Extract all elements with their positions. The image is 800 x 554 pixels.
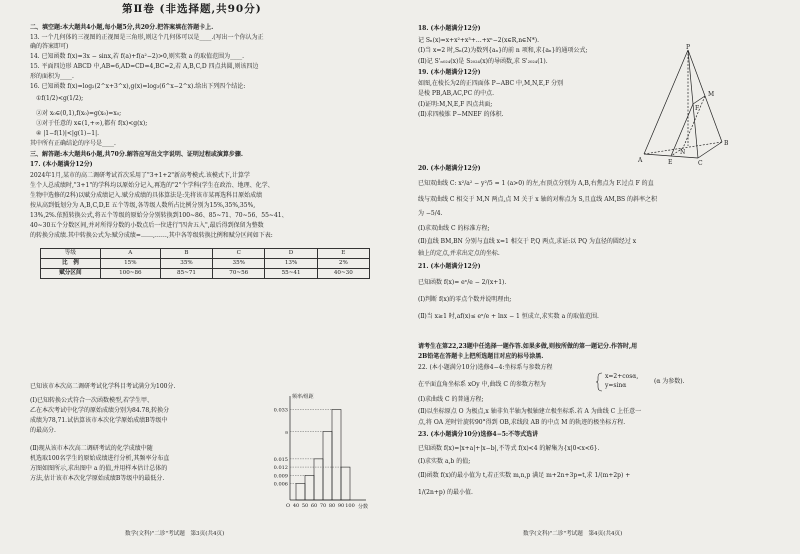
q23-part2-2: 1/(2n+p) 的最小值.	[418, 489, 473, 496]
x-tick-label: 70	[319, 503, 327, 509]
q17-title: 17. (本小题满分12分)	[30, 161, 93, 168]
edge-cb	[698, 142, 722, 158]
q16-option4: ④ |1−f(1)|<|g(1)−1|.	[36, 130, 100, 137]
param-eq-x: x=2+cosα,	[605, 373, 639, 380]
section-title: 第Ⅱ卷 (非选择题,共90分)	[122, 3, 262, 15]
histogram-bar	[305, 475, 314, 500]
q17-fullmark: 已知该市本次高二调研考试化学科目考试满分为100分.	[30, 383, 176, 390]
grade-table	[40, 248, 370, 279]
table-cell: 100~86	[100, 269, 160, 279]
table-cell: 85~71	[160, 269, 212, 279]
q22-text: 在平面直角坐标系 xOy 中,曲线 C 的参数方程为	[418, 381, 546, 388]
q21-title: 21. (本小题满分12分)	[418, 263, 481, 270]
q17-text-3: 生物中选修的2科)以赋分成绩记入.赋分成绩的具体算法是:先将该市某再选科目原始成绩	[30, 192, 263, 199]
q18-part1: (Ⅰ)当 x=2 时,Sₙ(2)为数列{aₙ}的前 n 项和,求{aₙ}的通项公式;	[418, 47, 588, 54]
histogram-bar	[341, 467, 350, 500]
x-axis-label: 分数	[358, 504, 369, 510]
q20-part2-1: (Ⅱ)直线 BM,BN 分别与直线 x=1 相交于 P,Q 两点,求证:以 PQ 为直径的圆经过 x	[418, 238, 637, 245]
q16-stem: 16. 已知函数 f(x)=log₂(2^x+3^x),g(x)=log₃(6^x−2^x).给出下列四个结论:	[30, 83, 246, 90]
label-a: A	[638, 157, 643, 164]
label-e: E	[668, 159, 673, 166]
q18-title: 18. (本小题满分12分)	[418, 25, 481, 32]
table-cell: E	[317, 249, 369, 259]
q19-text-1: 如图,在棱长为2的正四面体 P−ABC 中,M,N,E,F 分别	[418, 80, 564, 87]
left-page	[30, 0, 380, 554]
x-tick-label: 90	[337, 503, 345, 509]
q18-part2: (Ⅱ)记 S'ₙ₀₂₄(x)是 S₂₀₂₄(x)的导函数,求 S'₂₀₂₄(1).	[418, 58, 548, 65]
right-page	[418, 0, 778, 554]
label-c: C	[698, 160, 703, 167]
q16-answer: 其中所有正确结论的序号是____.	[30, 140, 116, 147]
q19-title: 19. (本小题满分12分)	[418, 69, 481, 76]
q19-part2: (Ⅱ)求四棱锥 P−MNEF 的体积.	[418, 111, 504, 118]
table-header-cell: 等级	[41, 249, 101, 259]
label-p: P	[686, 44, 691, 51]
label-m: M	[708, 91, 715, 98]
q18-def: 记 Sₙ(x)=x+x²+x³+…+xⁿ−2(x∈R,n∈N*).	[418, 37, 539, 44]
q16-option1: ①f(1/2)<g(1/2);	[36, 95, 84, 102]
table-cell: 35%	[213, 259, 265, 269]
q17-part1-4: 的最高分.	[30, 427, 56, 434]
fill-blank-header: 二、填空题:本大题共4小题,每小题5分,共20分.把答案填在答题卡上.	[30, 24, 214, 31]
param-note: (α 为参数).	[654, 378, 685, 385]
table-cell: 55~41	[265, 269, 317, 279]
solve-header: 三、解答题:本大题共6小题,共70分.解答应写出文字说明、证明过程或演算步骤.	[30, 151, 244, 158]
table-row	[41, 259, 370, 269]
table-cell: B	[160, 249, 212, 259]
histogram-bar	[332, 409, 341, 500]
edge-pa	[644, 50, 688, 154]
q17-part2-3: 方图如图所示,求出图中 a 的值,并用样本估计总体的	[30, 465, 168, 472]
x-tick-label: 60	[310, 503, 318, 509]
table-cell: A	[100, 249, 160, 259]
x-tick-label: 40	[292, 503, 300, 509]
table-cell: 2%	[317, 259, 369, 269]
q20-text-3: 为 −5/4.	[418, 210, 443, 217]
table-cell: 15%	[100, 259, 160, 269]
q14: 14. 已知函数 f(x)=3x − sinx,若 f(a)+f(a²−2)>0,则实数 a 的取值范围为____.	[30, 53, 245, 60]
page-footer-left: 数学(文科)"二诊"考试题 第3页(共4页)	[125, 531, 225, 537]
q20-part1: (Ⅰ)求双曲线 C 的标准方程;	[418, 225, 490, 232]
q23-title: 23. (本小题满分10分)选修4−5:不等式选讲	[418, 431, 539, 438]
brace-icon	[596, 372, 604, 392]
table-cell: C	[213, 249, 265, 259]
q17-text-6: 40~30五个分数区间,并对所得分数的小数点后一位进行"四舍五入",最后得到保留为整数	[30, 222, 264, 229]
y-tick-label: 0.033	[273, 407, 288, 414]
origin-label: O	[286, 503, 291, 509]
x-tick-label: 50	[301, 503, 309, 509]
q17-text-7: 的转换分成绩.其中转换公式为:赋分成绩=……,……,其中各等级转换比例和赋分区间如下表:	[30, 232, 273, 239]
frequency-histogram	[256, 394, 369, 516]
table-cell: 35%	[160, 259, 212, 269]
y-tick-label: 0.015	[273, 456, 288, 463]
q21-func: 已知函数 f(x)= eˣ/e − 2/(x+1).	[418, 279, 507, 286]
param-eq-y: y=sinα	[605, 382, 627, 389]
choice-note-1: 请考生在第22,23题中任选择一题作答.如果多做,则按所做的第一题记分.作答时,用	[418, 343, 638, 350]
q13-line2: 确的答案即可)	[30, 43, 69, 50]
y-tick-label: 0.006	[273, 481, 288, 488]
q23-part1: (Ⅰ)求实数 a,b 的值;	[418, 458, 471, 465]
q17-part1-3: 成绩为78,71.试估算该市本次化学原始成绩B等级中	[30, 417, 168, 424]
table-cell: 70~56	[213, 269, 265, 279]
table-header-cell: 赋分区间	[41, 269, 101, 279]
brace-path	[596, 373, 602, 391]
q21-part1: (Ⅰ)判断 f(x)的零点个数并说明理由;	[418, 296, 512, 303]
q17-text-2: 生个人总成绩时,"3+1"的学科均以原始分记入,再选的"2"个学科(学生在政治、地理、化学、	[30, 182, 274, 189]
q19-part1: (Ⅰ)证明:M,N,E,F 四点共面;	[418, 101, 493, 108]
table-cell: D	[265, 249, 317, 259]
q17-part1-1: (Ⅰ)已知转换公式符合一次函数模型,若学生甲、	[30, 397, 153, 404]
q17-text-1: 2024年1月,某市的高二调研考试首次采用了"3+1+2"新高考模式.该模式下,计算学	[30, 172, 250, 179]
x-tick-label: 80	[328, 503, 336, 509]
q23-text: 已知函数 f(x)=|x+a|+|x−b|,不等式 f(x)<4 的解集为{x|0<x<6}.	[418, 445, 600, 452]
q16-option2: ②对 x₀∈(0,1),f(x₀)=g(x₀)=x₀;	[36, 110, 122, 117]
q19-text-2: 是棱 PB,AB,AC,PC 的中点.	[418, 90, 494, 97]
x-tick-label: 100	[345, 503, 355, 509]
q15-line2: 形的面积为____.	[30, 73, 74, 80]
histogram-bar	[296, 484, 305, 500]
tetrahedron-figure	[638, 44, 730, 167]
y-tick-label: a	[285, 429, 288, 436]
histogram-bar	[323, 431, 332, 500]
q23-part2-1: (Ⅱ)函数 f(x)的最小值为 t,若正实数 m,n,p 满足 m+2n+3p=t,求 1/(m+2p) +	[418, 472, 631, 479]
choice-note-2: 2B铅笔在答题卡上把所选题目对应的标号涂黑.	[418, 353, 544, 360]
q20-title: 20. (本小题满分12分)	[418, 165, 481, 172]
label-b: B	[724, 140, 729, 147]
q22-part2-2: 点,将 OA 逆时针旋转90°得到 OB,求线段 AB 的中点 M 的轨迹的极坐标方程.	[418, 419, 626, 426]
segment-mn	[683, 96, 705, 148]
label-f: F	[695, 105, 700, 112]
q17-text-5: 13%,2%.依照转换公式,将五个等级的原始分分别转换到100~86、85~71、70~56、55~41、	[30, 212, 288, 219]
table-row	[41, 249, 370, 259]
q13-line1: 13. 一个几何体的三视图的正视图是三角形,则这个几何体可以是____.(写出一个你认为正	[30, 34, 264, 41]
q17-part2-4: 方法,估计该市本次化学原始成绩B等级中的最低分.	[30, 475, 165, 482]
q20-text-1: 已知双曲线 C: x²/a² − y²/5 = 1 (a>0) 的左,右顶点分别为 A,B,右焦点为 F.过点 F 的直	[418, 180, 654, 187]
q20-part2-2: 轴上的定点,并求出定点的坐标.	[418, 250, 500, 257]
q15-line1: 15. 平面四边形 ABCD 中,AB=6,AD=CD=4,BC=2,若 A,B,C,D 四点共圆,则该四边	[30, 63, 259, 70]
q17-text-4: 按从高到低划分为 A,B,C,D,E 五个等级,各等级人数所占比例分别为15%,35%,35%,	[30, 202, 256, 209]
q17-part2-1: (Ⅱ)现从该市本次高二调研考试的化学成绩中随	[30, 445, 153, 452]
q22-title: 22. (本小题满分10分)选修4−4:坐标系与参数方程	[418, 364, 553, 371]
page-footer-right: 数学(文科)"二诊"考试题 第4页(共4页)	[523, 531, 623, 537]
table-cell: 13%	[265, 259, 317, 269]
histogram-bar	[314, 459, 323, 500]
q16-option3: ③对于任意的 x∈(1,+∞),都有 f(x)<g(x);	[36, 120, 148, 127]
y-tick-label: 0.009	[273, 473, 288, 480]
q20-text-2: 线与双曲线 C 相交于 M,N 两点,点 M 关于 x 轴的对称点为 S,且直线 AM,BS 的斜率之积	[418, 196, 658, 203]
y-axis-label: 频率/组距	[292, 394, 314, 400]
q22-part2-1: (Ⅱ)以坐标原点 O 为极点,x 轴非负半轴为极轴建立极坐标系.若 A 为曲线 C 上任意一	[418, 408, 642, 415]
table-header-cell: 比 例	[41, 259, 101, 269]
label-n: N	[680, 149, 686, 156]
y-tick-label: 0.012	[273, 465, 288, 472]
table-cell: 40~30	[317, 269, 369, 279]
q17-part1-2: 乙在本次考试中化学的原始成绩分别为84.78,转换分	[30, 407, 170, 414]
q22-part1: (Ⅰ)求曲线 C 的普通方程;	[418, 396, 484, 403]
q21-part2: (Ⅱ)当 x≥1 时,af(x)≤ eˣ/e + lnx − 1 恒成立,求实数 a 的取值范围.	[418, 313, 599, 320]
table-row	[41, 269, 370, 279]
q17-part2-2: 机选取100名学生的原始成绩进行分析,其频率分布直	[30, 455, 170, 462]
